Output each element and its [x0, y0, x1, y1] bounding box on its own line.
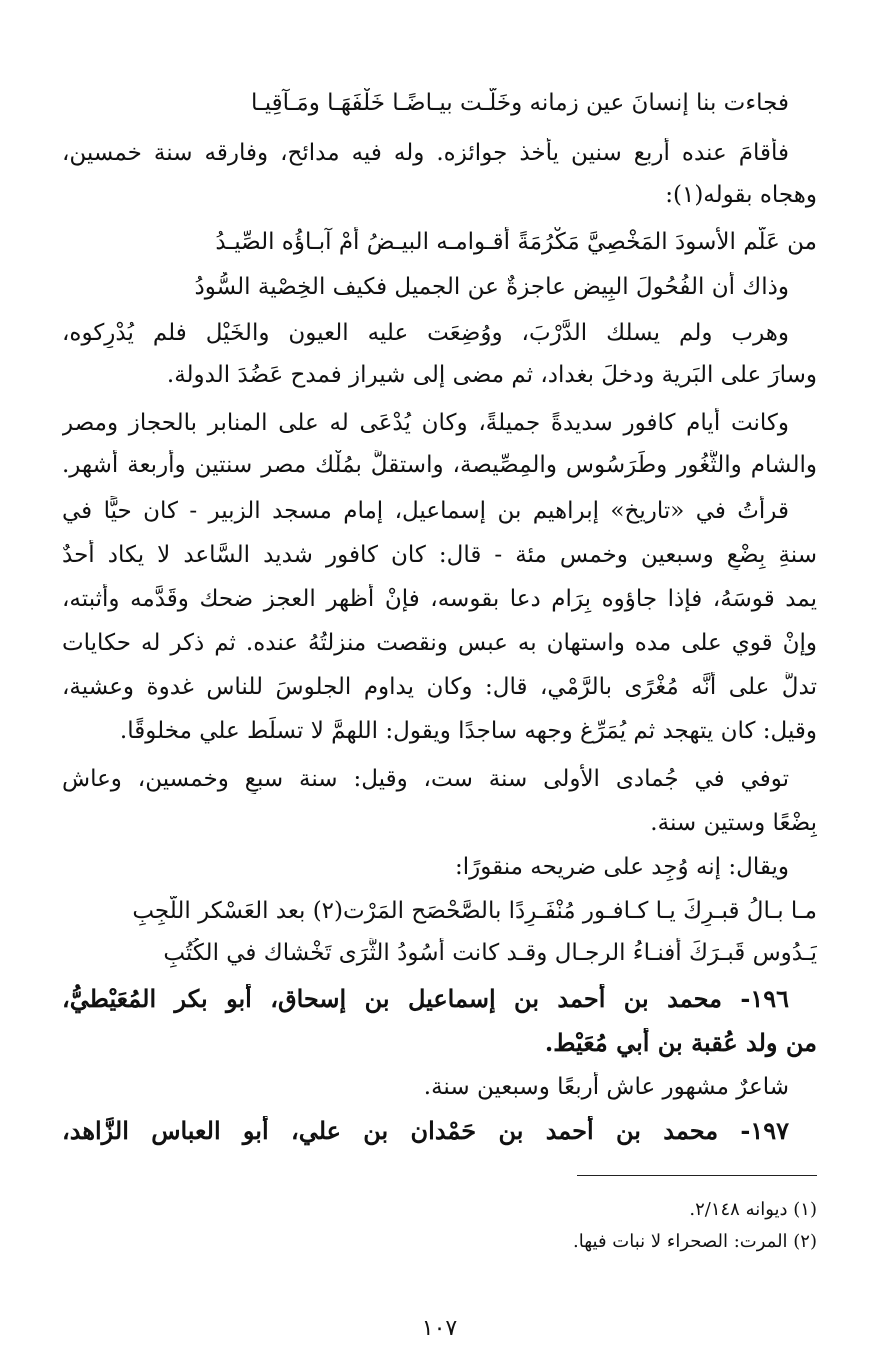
body-line-11: سنةِ بِضْعٍ وسبعين وخمس مئة - قال: كان كافور شديد السَّاعد لا يكاد أحدٌ	[62, 542, 817, 568]
verse-line-4: من عَلَّم الأسودَ المَخْصِيَّ مَكْرُمَةً أقـوامـه البيـضُ أمْ آبـاؤُه الصِّيـدُ	[215, 229, 817, 255]
body-line-14: تدلُّ على أنَّه مُغْرًى بالرَّمْي، قال: وكان يداوم الجلوسَ للناس غدوة وعشية،	[62, 674, 817, 700]
body-line-9: والشام والثُّغُور وطَرَسُوس والمِصِّيصة، واستقلَّ بمُلْك مصر سنتين وأربعة أشهر.	[62, 452, 817, 478]
body-line-6: وهرب ولم يسلك الدَّرْبَ، ووُضِعَت عليه العيون والخَيْل فلم يُدْرِكوه،	[62, 320, 789, 346]
body-line-10: قرأتُ في «تاريخ» إبراهيم بن إسماعيل، إمام مسجد الزبير - كان حيًّا في	[62, 498, 789, 524]
body-line-17: بِضْعًا وستين سنة.	[650, 810, 817, 836]
footnote-1: (١) ديوانه ٢/١٤٨.	[689, 1199, 817, 1220]
body-line-16: توفي في جُمادى الأولى سنة ست، وقيل: سنة سبعٍ وخمسين، وعاش	[62, 766, 789, 792]
body-line-15: وقيل: كان يتهجد ثم يُمَرِّغ وجهه ساجدًا ويقول: اللهمَّ لا تسلِّط علي مخلوقًا.	[119, 718, 817, 744]
entry-196-heading: ١٩٦- محمد بن أحمد بن إسماعيل بن إسحاق، أبو بكر المُعَيْطيُّ،	[62, 984, 789, 1013]
body-line-12: يمد قوسَهُ، فإذا جاؤوه بِرَام دعا بقوسه، فإنْ أظهر العجز ضحك وقَدَّمه وأثبته،	[62, 586, 817, 612]
body-line-3: وهجاه بقوله(١):	[665, 182, 817, 208]
entry-197-heading: ١٩٧- محمد بن أحمد بن حَمْدان بن علي، أبو العباس الزَّاهد،	[62, 1116, 789, 1145]
footnote-divider	[577, 1175, 817, 1176]
body-line-8: وكانت أيام كافور سديدةً جميلةً، وكان يُدْعَى له على المنابر بالحجاز ومصر	[62, 410, 789, 436]
body-line-23: شاعرٌ مشهور عاش أربعًا وسبعين سنة.	[423, 1074, 789, 1100]
page-number: ١٠٧	[421, 1316, 458, 1341]
verse-line-20: يَـدُوس قَبـرَكَ أفنـاءُ الرجـال وقـد كانت أُسُودُ الثَّرَى تَخْشاك في الكُتُبِ	[163, 940, 817, 966]
verse-line-5: وذاك أن الفُحُولَ البِيض عاجزةٌ عن الجميل فكيف الخِصْية السُّودُ	[194, 274, 789, 300]
verse-line-19: مـا بـالُ قبـرِكَ يـا كـافـور مُنْفَـرِدًا بالصَّحْصَح المَرْت(٢) بعد العَسْكر اللَّجِبِ	[132, 898, 817, 924]
verse-line-1: فجاءت بنا إنسانَ عين زمانه وخَلَّـت بيـاضًـا خَلْفَهَـا ومَـآقِيـا	[251, 90, 789, 116]
body-line-13: وإنْ قوي على مده واستهان به عبس ونقصت منزلتُهُ عنده. ثم ذكر له حكايات	[62, 630, 817, 656]
body-line-7: وسارَ على البَرية ودخلَ بغداد، ثم مضى إلى شيراز فمدح عَضُدَ الدولة.	[166, 362, 817, 388]
body-line-2: فأقامَ عنده أربع سنين يأخذ جوائزه. وله فيه مدائح، وفارقه سنة خمسين،	[62, 140, 789, 166]
entry-196-heading-cont: من ولد عُقبة بن أبي مُعَيْط.	[544, 1028, 817, 1057]
body-line-18: ويقال: إنه وُجِد على ضريحه منقورًا:	[454, 854, 789, 880]
footnote-2: (٢) المرت: الصحراء لا نبات فيها.	[573, 1231, 817, 1252]
